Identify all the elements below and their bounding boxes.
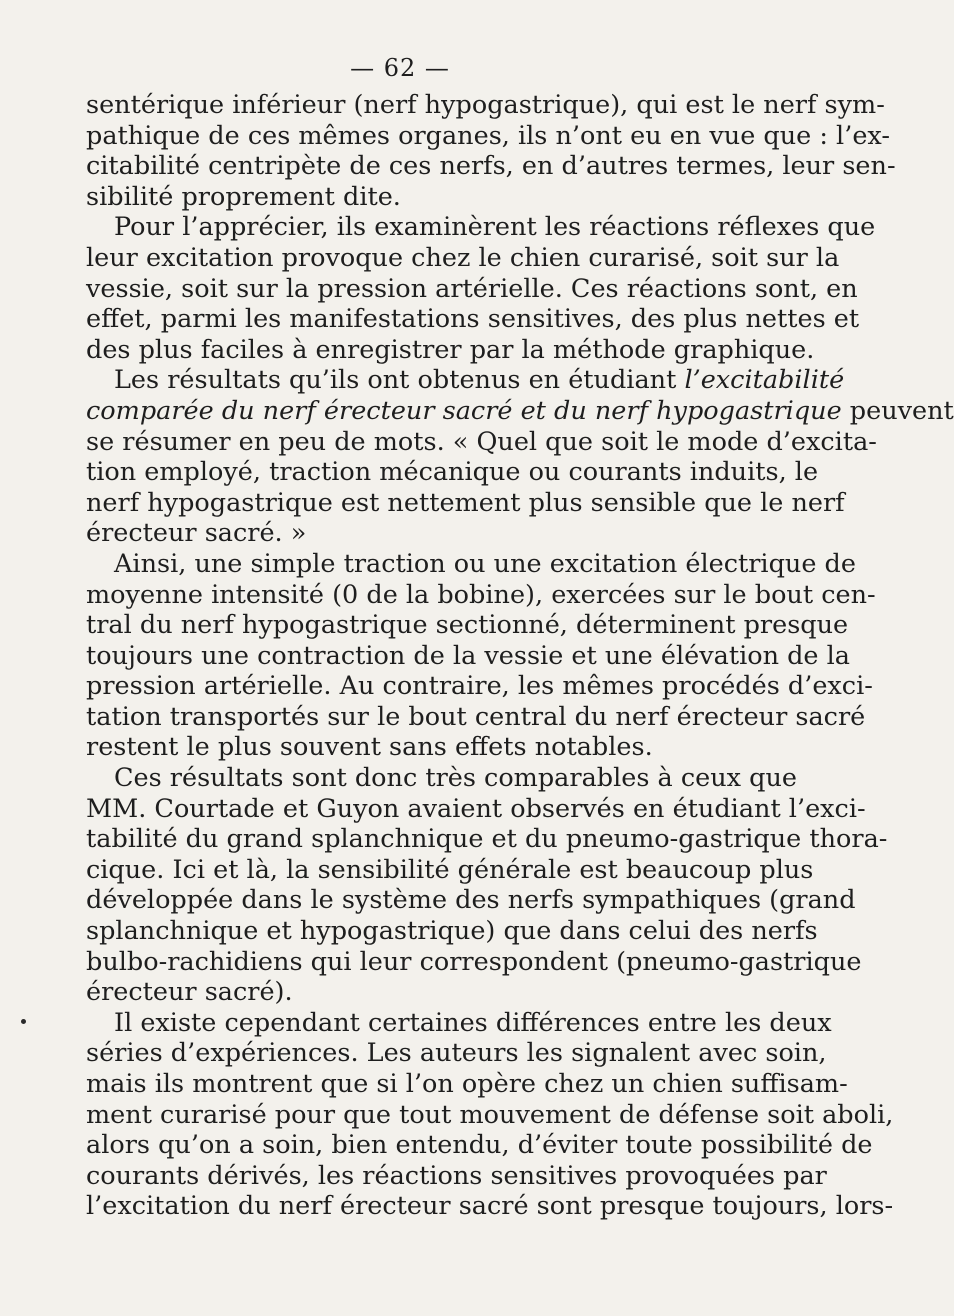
text-line (86, 763, 797, 794)
line-text: sentérique inférieur (nerf hypogastrique), qui est le nerf sym- (86, 90, 885, 120)
line-text: effet, parmi les manifestations sensitives, des plus nettes et (86, 304, 860, 335)
line-text: restent le plus souvent sans effets notables. (86, 732, 653, 763)
text-line (86, 824, 888, 855)
line-text: moyenne intensité (0 de la bobine), exercées sur le bout cen- (86, 579, 876, 610)
print-speck (21, 1019, 26, 1024)
text-line (86, 1038, 827, 1069)
text-line (86, 1099, 894, 1131)
text-line (86, 671, 873, 702)
text-line (86, 334, 815, 366)
line-text: courants dérivés, les réactions sensitives provoquées par (86, 1160, 827, 1191)
text-line (86, 946, 862, 978)
line-text: sibilité proprement dite. (86, 181, 401, 212)
line-text: cique. Ici et là, la sensibilité générale est beaucoup plus (86, 854, 814, 885)
text-line (86, 977, 712, 1008)
text-line (86, 548, 856, 580)
italic-text: l’excitabilité (684, 365, 845, 396)
line-text: des plus faciles à enregistrer par la méthode graphique. (86, 334, 815, 365)
text-line (86, 1130, 873, 1161)
text-line (86, 793, 866, 825)
line-text: tation transportés sur le bout central du nerf érecteur sacré (86, 701, 866, 732)
text-line (86, 916, 818, 947)
text-line (86, 151, 896, 182)
line-text: peuvent (841, 395, 954, 426)
line-text: Il existe cependant certaines différences entre les deux (114, 1007, 832, 1038)
line-text: nerf hypogastrique est nettement plus sensible que le nerf (86, 487, 845, 518)
line-text: développée dans le système des nerfs sympathiques (grand (86, 885, 856, 916)
line-text: toujours une contraction de la vessie et une élévation de la (86, 640, 850, 671)
text-line (86, 579, 876, 611)
line-text: pathique de ces mêmes organes, ils n’ont eu en vue que : l’ex- (86, 120, 890, 151)
line-text: splanchnique et hypogastrique) que dans celui des nerfs (86, 916, 818, 947)
line-text: bulbo-rachidiens qui leur correspondent (pneumo-gastrique (86, 946, 862, 977)
text-line (86, 273, 858, 305)
text-line (86, 1191, 894, 1222)
line-text: tion employé, traction mécanique ou courants induits, le (86, 457, 819, 488)
line-text: Ainsi, une simple traction ou une excitation électrique de (114, 548, 856, 579)
line-text: citabilité centripète de ces nerfs, en d’autres termes, leur sen- (86, 151, 896, 182)
text-line (86, 854, 814, 886)
line-text: alors qu’on a soin, bien entendu, d’éviter toute possibilité de (86, 1130, 873, 1161)
line-text: MM. Courtade et Guyon avaient observés en étudiant l’exci- (86, 793, 866, 824)
text-line (86, 182, 712, 213)
line-text: se résumer en peu de mots. « Quel que soit le mode d’excita- (86, 426, 877, 457)
text-line (86, 365, 845, 396)
text-line (86, 640, 850, 672)
line-text: Les résultats qu’ils ont obtenus en étudiant (114, 365, 685, 396)
body-text (86, 90, 954, 1222)
page-number: — 62 — (350, 54, 450, 82)
text-line (86, 395, 954, 427)
text-line (86, 457, 819, 488)
line-text: tral du nerf hypogastrique sectionné, déterminent presque (86, 610, 849, 641)
text-line (86, 304, 860, 335)
line-text: leur excitation provoque chez le chien curarisé, soit sur la (86, 242, 840, 273)
text-line (86, 212, 876, 243)
text-line (86, 242, 840, 274)
text-line (86, 426, 877, 458)
line-text: Ces résultats sont donc très comparables à ceux que (114, 763, 797, 794)
text-line (86, 1069, 848, 1100)
line-text: mais ils montrent que si l’on opère chez un chien suffisam- (86, 1069, 848, 1099)
line-text: l’excitation du nerf érecteur sacré sont presque toujours, lors- (86, 1191, 894, 1222)
text-line (86, 120, 890, 152)
line-text: pression artérielle. Au contraire, les mêmes procédés d’exci- (86, 671, 873, 702)
line-text: tabilité du grand splanchnique et du pneumo-gastrique thora- (86, 824, 888, 855)
text-line (86, 610, 849, 641)
line-text: séries d’expériences. Les auteurs les signalent avec soin, (86, 1038, 827, 1069)
text-line (86, 487, 845, 519)
italic-text: comparée du nerf érecteur sacré et du nerf hypogastrique (86, 395, 842, 426)
line-text: Pour l’apprécier, ils examinèrent les réactions réflexes que (114, 212, 876, 243)
line-text: érecteur sacré. » (86, 518, 307, 549)
text-line (86, 732, 712, 763)
text-line (86, 1007, 832, 1039)
text-line (86, 518, 712, 549)
line-text: vessie, soit sur la pression artérielle. Ces réactions sont, en (86, 273, 858, 304)
line-text: ment curarisé pour que tout mouvement de défense soit aboli, (86, 1099, 894, 1130)
text-line (86, 1160, 827, 1192)
text-line (86, 885, 856, 916)
text-line (86, 90, 885, 121)
line-text: érecteur sacré). (86, 977, 293, 1008)
text-line (86, 701, 866, 733)
